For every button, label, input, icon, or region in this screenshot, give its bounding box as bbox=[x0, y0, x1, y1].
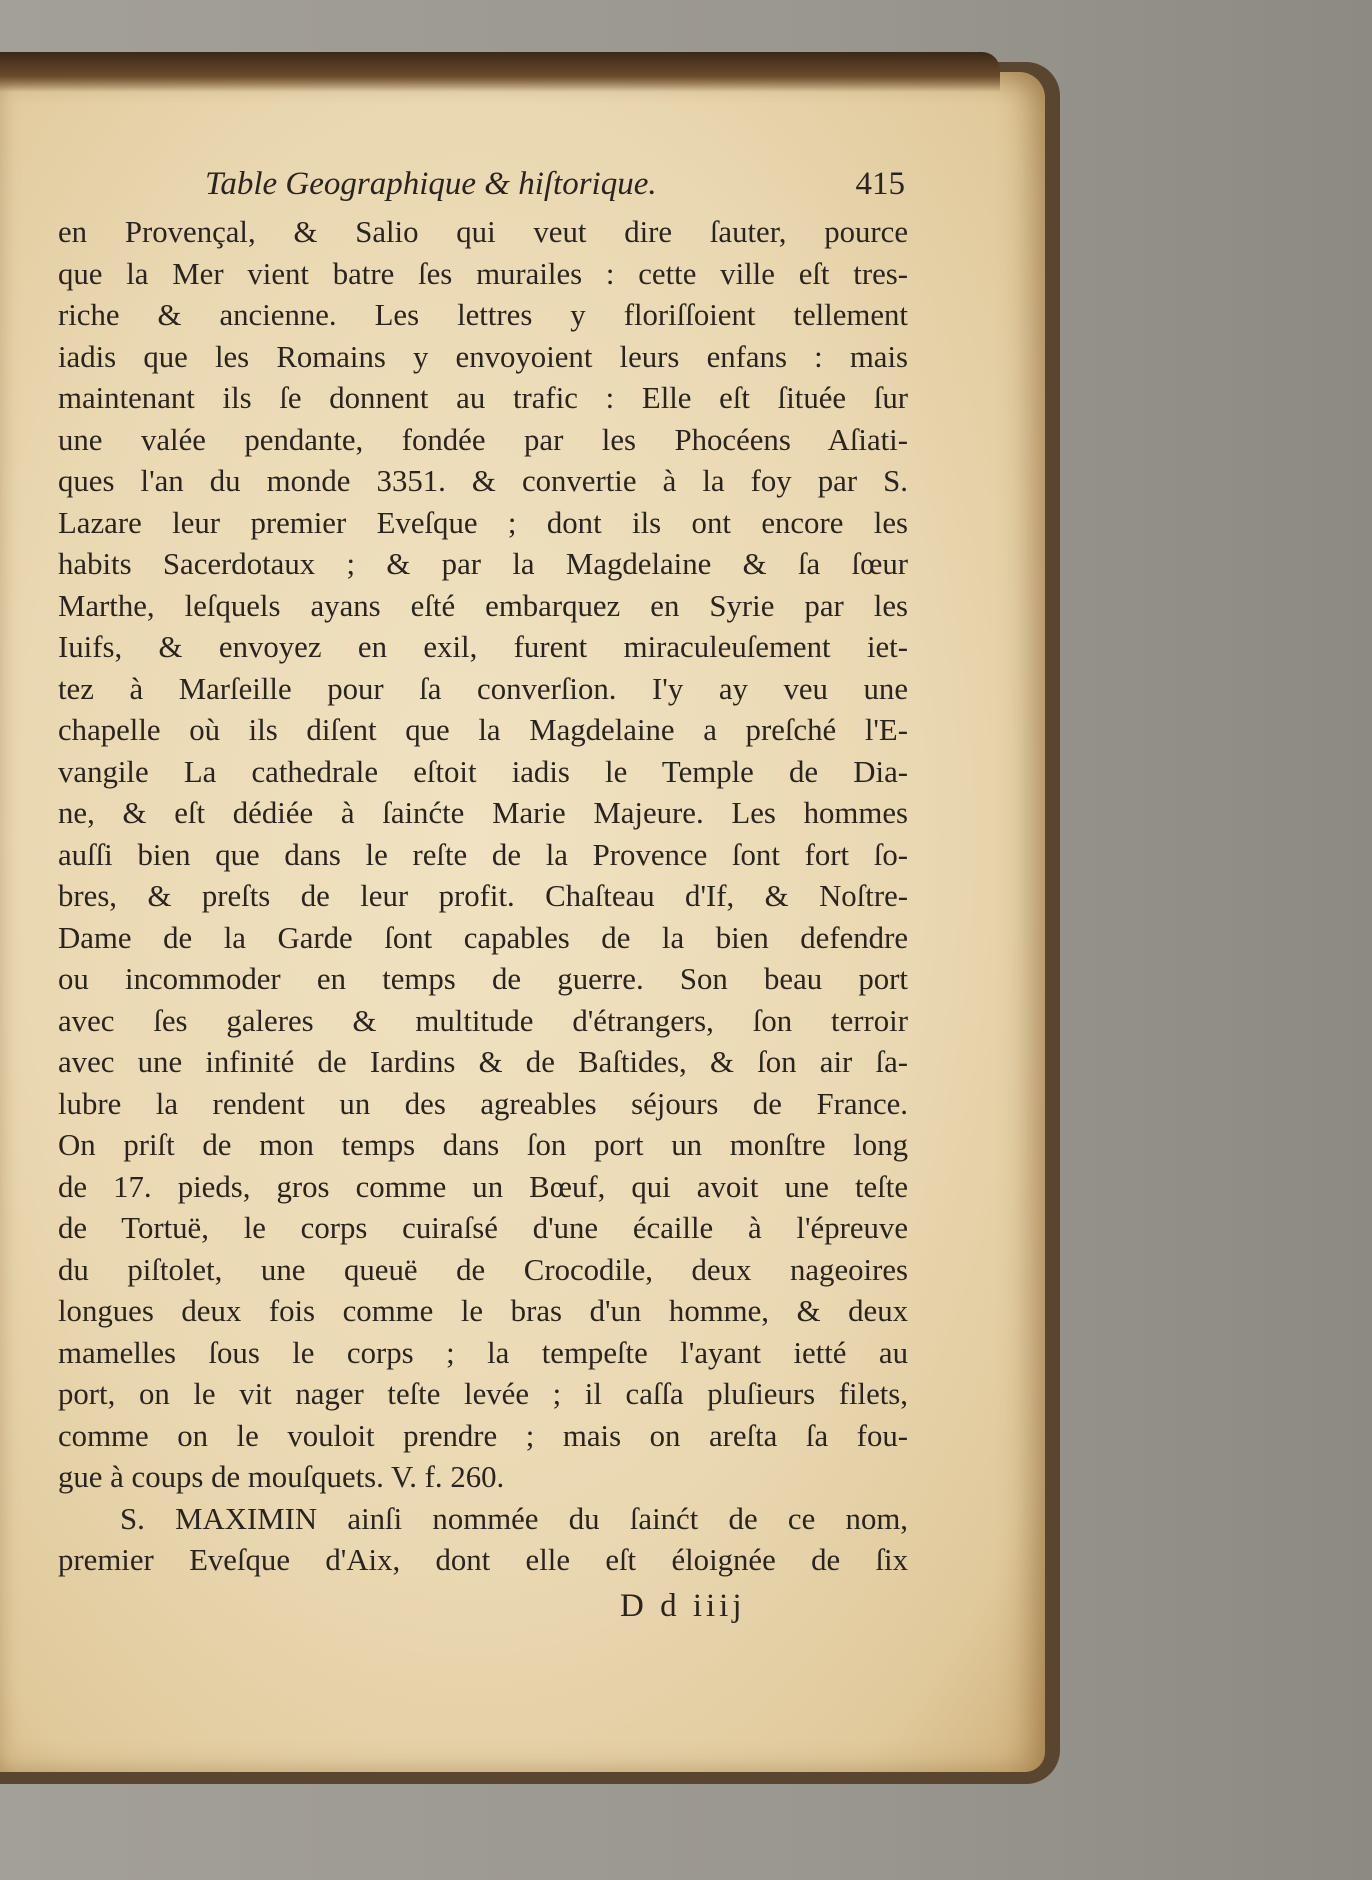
text-line: ou incommoder en temps de guerre. Son beau port bbox=[58, 962, 908, 996]
text-line: longues deux fois comme le bras d'un homme, & deux bbox=[58, 1294, 908, 1328]
text-line: Dame de la Garde ſont capables de la bien defendre bbox=[58, 920, 908, 955]
text-line: du piſtolet, une queuë de Crocodile, deux nageoires bbox=[58, 1252, 908, 1287]
text-line: riche & ancienne. Les lettres y floriſſoient tellement bbox=[58, 298, 908, 332]
page-top-edge bbox=[0, 52, 1000, 92]
signature-mark: D d iiij bbox=[620, 1588, 746, 1624]
text-line: en Provençal, & Salio qui veut dire ſauter, pource bbox=[58, 215, 908, 249]
text-line: tez à Marſeille pour ſa converſion. I'y ay veu une bbox=[58, 671, 908, 706]
running-head-title: Table Geographique & hiſtorique. bbox=[205, 166, 657, 202]
text-line: de Tortuë, le corps cuiraſsé d'une écaille à l'épreuve bbox=[58, 1211, 908, 1245]
text-line: lubre la rendent un des agreables séjours de France. bbox=[58, 1086, 908, 1121]
text-line: Iuifs, & envoyez en exil, furent miraculeuſement iet- bbox=[58, 630, 908, 664]
text-line: comme on le vouloit prendre ; mais on areſta ſa fou- bbox=[58, 1418, 908, 1453]
running-head bbox=[205, 166, 905, 216]
text-line: port, on le vit nager teſte levée ; il caſſa pluſieurs filets, bbox=[58, 1377, 908, 1411]
text-line: mamelles ſous le corps ; la tempeſte l'ayant ietté au bbox=[58, 1335, 908, 1370]
text-line: On priſt de mon temps dans ſon port un monſtre long bbox=[58, 1128, 908, 1162]
text-line: bres, & preſts de leur profit. Chaſteau d'If, & Noſtre- bbox=[58, 879, 908, 913]
text-line: gue à coups de mouſquets. V. f. 260. bbox=[58, 1460, 505, 1494]
text-line: auſſi bien que dans le reſte de la Provence ſont fort ſo- bbox=[58, 837, 908, 872]
text-line: iadis que les Romains y envoyoient leurs enfans : mais bbox=[58, 339, 908, 374]
text-line: ne, & eſt dédiée à ſainćte Marie Majeure. Les hommes bbox=[58, 796, 908, 830]
text-line: habits Sacerdotaux ; & par la Magdelaine & ſa ſœur bbox=[58, 547, 908, 581]
text-line: chapelle où ils diſent que la Magdelaine a preſché l'E- bbox=[58, 713, 908, 747]
text-line: Marthe, leſquels ayans eſté embarquez en Syrie par les bbox=[58, 588, 908, 623]
text-line: que la Mer vient batre ſes murailes : cette ville eſt tres- bbox=[58, 256, 908, 291]
text-line: ques l'an du monde 3351. & convertie à la foy par S. bbox=[58, 464, 908, 498]
text-line: une valée pendante, fondée par les Phocéens Aſiati- bbox=[58, 422, 908, 457]
body-text bbox=[58, 212, 908, 1582]
text-line: premier Eveſque d'Aix, dont elle eſt éloignée de ſix bbox=[58, 1543, 908, 1577]
text-line: vangile La cathedrale eſtoit iadis le Temple de Dia- bbox=[58, 754, 908, 789]
folio-number: 415 bbox=[855, 166, 905, 202]
text-line: avec ſes galeres & multitude d'étrangers, ſon terroir bbox=[58, 1003, 908, 1038]
text-line: de 17. pieds, gros comme un Bœuf, qui avoit une teſte bbox=[58, 1169, 908, 1204]
text-line: S. MAXIMIN ainſi nommée du ſainćt de ce nom, bbox=[120, 1501, 908, 1536]
text-line: maintenant ils ſe donnent au trafic : Elle eſt ſituée ſur bbox=[58, 381, 908, 415]
text-line: avec une infinité de Iardins & de Baſtides, & ſon air ſa- bbox=[58, 1045, 908, 1079]
text-line: Lazare leur premier Eveſque ; dont ils ont encore les bbox=[58, 505, 908, 540]
